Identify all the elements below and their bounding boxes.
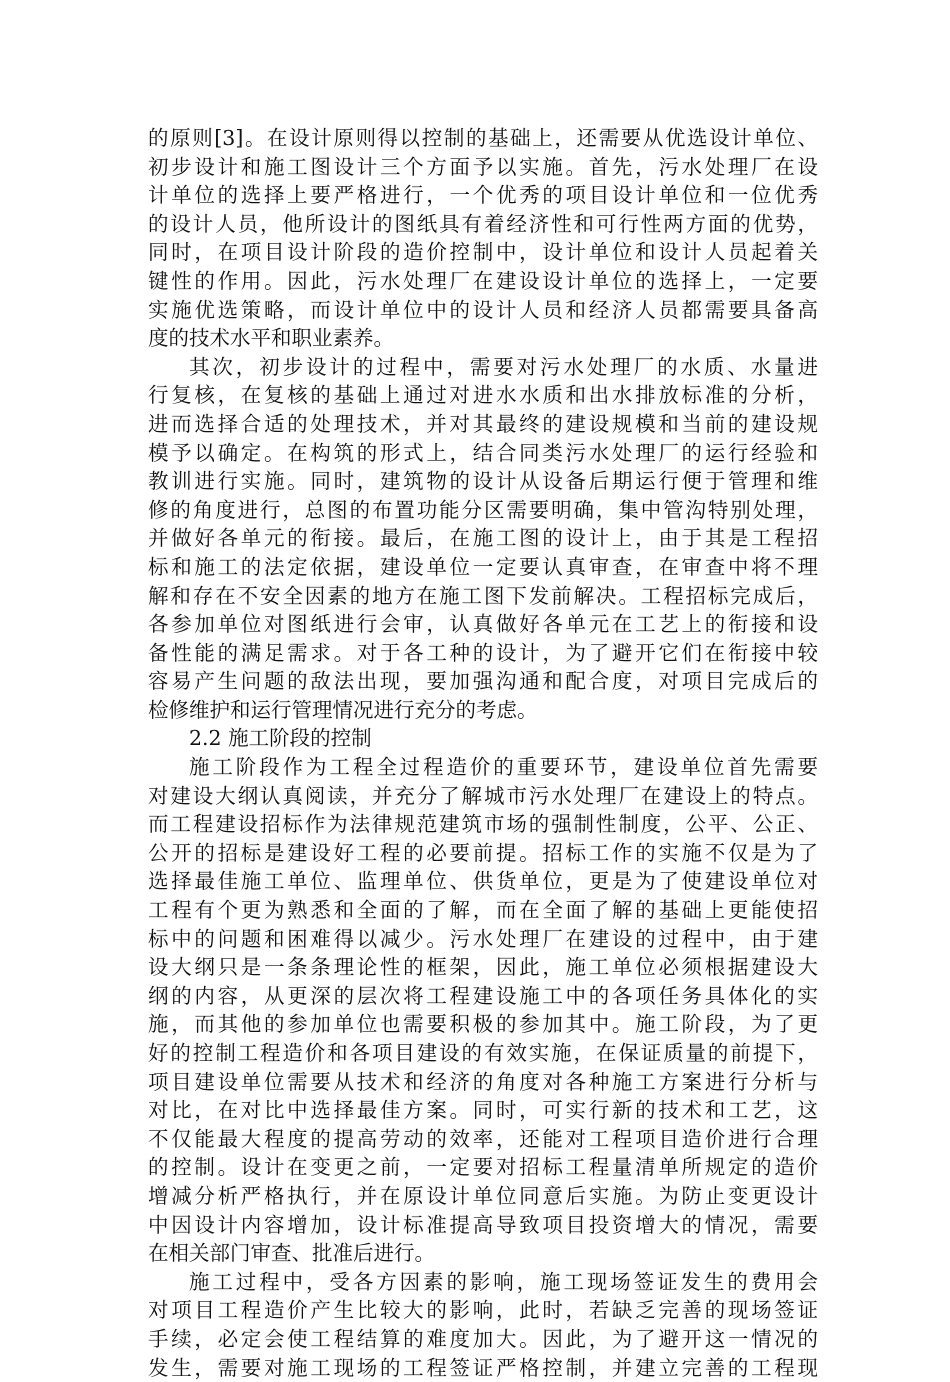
text-line: 不仅能最大程度的提高劳动的效率，还能对工程项目造价进行合理 bbox=[148, 1126, 818, 1151]
text-line: 的设计人员，他所设计的图纸具有着经济性和可行性两方面的优势， bbox=[148, 211, 818, 236]
text-line: 发生，需要对施工现场的工程签证严格控制，并建立完善的工程现 bbox=[148, 1355, 818, 1380]
text-line: 各参加单位对图纸进行会审，认真做好各单元在工艺上的衔接和设 bbox=[148, 612, 818, 637]
text-line: 行复核，在复核的基础上通过对进水水质和出水排放标准的分析， bbox=[148, 383, 818, 408]
text-line: 初步设计和施工图设计三个方面予以实施。首先，污水处理厂在设 bbox=[148, 154, 818, 179]
text-line: 对项目工程造价产生比较大的影响，此时，若缺乏完善的现场签证 bbox=[148, 1298, 818, 1323]
text-line: 施，而其他的参加单位也需要积极的参加其中。施工阶段，为了更 bbox=[148, 1012, 818, 1037]
text-line: 中因设计内容增加，设计标准提高导致项目投资增大的情况，需要 bbox=[148, 1212, 818, 1237]
text-line: 对比，在对比中选择最佳方案。同时，可实行新的技术和工艺，这 bbox=[148, 1098, 818, 1123]
text-line: 进而选择合适的处理技术，并对其最终的建设规模和当前的建设规 bbox=[148, 411, 818, 436]
text-line: 键性的作用。因此，污水处理厂在建设设计单位的选择上，一定要 bbox=[148, 268, 818, 293]
text-line: 模予以确定。在构筑的形式上，结合同类污水处理厂的运行经验和 bbox=[148, 440, 818, 465]
text-line: 备性能的满足需求。对于各工种的设计，为了避开它们在衔接中较 bbox=[148, 640, 818, 665]
text-line: 而工程建设招标作为法律规范建筑市场的强制性制度，公平、公正、 bbox=[148, 812, 818, 837]
text-line: 对建设大纲认真阅读，并充分了解城市污水处理厂在建设上的特点。 bbox=[148, 783, 818, 808]
text-line: 的控制。设计在变更之前，一定要对招标工程量清单所规定的造价 bbox=[148, 1155, 818, 1180]
text-line: 修的角度进行，总图的布置功能分区需要明确，集中管沟特别处理， bbox=[148, 497, 818, 522]
paragraph bbox=[148, 124, 818, 353]
text-line: 的原则[3]。在设计原则得以控制的基础上，还需要从优选设计单位、 bbox=[148, 126, 818, 150]
section-heading-text: 2.2 施工阶段的控制 bbox=[189, 726, 372, 751]
text-line: 标中的问题和困难得以减少。污水处理厂在建设的过程中，由于建 bbox=[148, 926, 818, 951]
text-line: 同时，在项目设计阶段的造价控制中，设计单位和设计人员起着关 bbox=[148, 240, 818, 265]
text-line: 纲的内容，从更深的层次将工程建设施工中的各项任务具体化的实 bbox=[148, 983, 818, 1008]
text-line: 施工阶段作为工程全过程造价的重要环节，建设单位首先需要 bbox=[189, 755, 818, 780]
text-line: 其次，初步设计的过程中，需要对污水处理厂的水质、水量进 bbox=[189, 354, 818, 379]
text-line: 度的技术水平和职业素养。 bbox=[148, 326, 394, 351]
text-line: 设大纲只是一条条理论性的框架，因此，施工单位必须根据建设大 bbox=[148, 955, 818, 980]
text-line: 教训进行实施。同时，建筑物的设计从设备后期运行便于管理和维 bbox=[148, 469, 818, 494]
text-line: 手续，必定会使工程结算的难度加大。因此，为了避开这一情况的 bbox=[148, 1326, 818, 1351]
text-line: 并做好各单元的衔接。最后，在施工图的设计上，由于其是工程招 bbox=[148, 526, 818, 551]
text-line: 容易产生问题的敌法出现，要加强沟通和配合度，对项目完成后的 bbox=[148, 669, 818, 694]
paragraph bbox=[148, 353, 818, 725]
text-line: 施工过程中，受各方因素的影响，施工现场签证发生的费用会 bbox=[189, 1269, 818, 1294]
text-line: 项目建设单位需要从技术和经济的角度对各种施工方案进行分析与 bbox=[148, 1069, 818, 1094]
text-line: 计单位的选择上要严格进行，一个优秀的项目设计单位和一位优秀 bbox=[148, 183, 818, 208]
section-heading bbox=[148, 724, 818, 753]
text-line: 好的控制工程造价和各项目建设的有效实施，在保证质量的前提下， bbox=[148, 1041, 818, 1065]
text-line: 公开的招标是建设好工程的必要前提。招标工作的实施不仅是为了 bbox=[148, 840, 818, 865]
text-line: 检修维护和运行管理情况进行充分的考虑。 bbox=[148, 697, 538, 722]
text-line: 增减分析严格执行，并在原设计单位同意后实施。为防止变更设计 bbox=[148, 1183, 818, 1208]
document-body bbox=[148, 124, 818, 1382]
text-line: 工程有个更为熟悉和全面的了解，而在全面了解的基础上更能使招 bbox=[148, 898, 818, 923]
paragraph bbox=[148, 753, 818, 1268]
text-line: 选择最佳施工单位、监理单位、供货单位，更是为了使建设单位对 bbox=[148, 869, 818, 894]
paragraph bbox=[148, 1268, 818, 1382]
text-line: 实施优选策略，而设计单位中的设计人员和经济人员都需要具备高 bbox=[148, 297, 818, 322]
text-line: 解和存在不安全因素的地方在施工图下发前解决。工程招标完成后， bbox=[148, 583, 818, 608]
text-line: 标和施工的法定依据，建设单位一定要认真审查，在审查中将不理 bbox=[148, 554, 818, 579]
text-line: 在相关部门审查、批准后进行。 bbox=[148, 1241, 435, 1266]
